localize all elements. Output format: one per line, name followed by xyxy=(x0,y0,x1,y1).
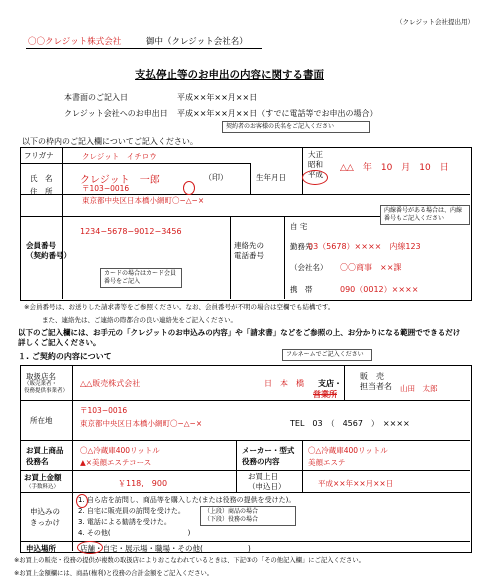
member-value: 1234−5678−9012−3456 xyxy=(80,227,182,236)
callout-card: カードの場合はカード会員番号をご記入 xyxy=(100,268,182,288)
place-value: 店舗・自宅・展示場・職場・その他( ) xyxy=(80,544,251,553)
maker-value-1: 〇△冷蔵庫400リットル xyxy=(308,446,388,455)
place-circle xyxy=(77,541,103,554)
name-value: クレジット 一郎 xyxy=(80,175,160,186)
motive-item: 3. 電話による勧誘を受けた。 xyxy=(78,518,171,526)
callout-goods: （上段）商品の場合 （下段）役務の場合 xyxy=(200,506,296,526)
footnote-2: ※お買上金額欄には、商品(権利)と役務の合計金額をご記入ください。 xyxy=(14,570,214,577)
note-member: ※会員番号は、お送りした請求書等をご参照ください。なお、会員番号が不明の場合は空欄でも結構です。 xyxy=(24,303,335,311)
address-value: 東京都中央区日本橋小網町〇−△−× xyxy=(82,196,205,205)
note-contact: また、連絡先は、ご連絡の際都合の良い連絡先をご記入ください。 xyxy=(42,316,237,324)
company-name: 〇〇クレジット株式会社 xyxy=(28,37,122,47)
location-postal: 〒103−0016 xyxy=(80,406,128,415)
birth-label: 生年月日 xyxy=(256,173,286,182)
amount-sublabel: （手数料込） xyxy=(26,484,60,490)
amount-value: ￥118, 900 xyxy=(118,479,168,488)
entry-date-value: 平成××年××月××日 xyxy=(177,93,258,102)
work-value: 03（5678）×××× 内線123 xyxy=(308,242,421,251)
contact-label: 連絡先の 電話番号 xyxy=(234,241,264,260)
postal-code: 〒103−0016 xyxy=(82,184,130,193)
motive-circle xyxy=(76,494,88,508)
goods-label: お買上商品 役務名 xyxy=(26,446,64,466)
mobile-label: 携 帯 xyxy=(290,285,313,294)
mobile-value: 090（0012）×××× xyxy=(340,285,419,294)
section-title: １. ご契約の内容について xyxy=(18,352,112,361)
request-date-label: クレジット会社へのお申出日 xyxy=(64,109,168,118)
maker-label: メーカー・型式 役務の内容 xyxy=(242,446,295,466)
callout-name: 契約者のお客様の氏名をご記入ください xyxy=(222,121,370,133)
amount-label: お買上金額 xyxy=(24,473,62,482)
era-options: 大正 昭和 平成 xyxy=(308,150,323,179)
instruction-text: 以下のご記入欄には、お手元の「クレジットのお申込みの内容」や「請求書」などをご参照の上、お分かりになる範囲でできるだけ詳しくご記入ください。 xyxy=(18,328,461,347)
motive-label: 申込みの きっかけ xyxy=(30,507,60,527)
goods-value-1: 〇△冷蔵庫400リットル xyxy=(80,446,160,455)
date-label: お買上日 （申込日） xyxy=(248,472,286,491)
onchu-label: 御中（クレジット会社名） xyxy=(146,37,248,47)
section1-intro: 以下の枠内のご記入欄についてご記入ください。 xyxy=(22,137,198,146)
address-label: 住 所 xyxy=(30,187,53,196)
seal-circle xyxy=(183,181,195,195)
callout-fullname: フルネームでご記入ください xyxy=(282,349,372,361)
motive-item: 1. 自ら店を訪問し、商品等を購入した(または役務の提供を受けた)。 xyxy=(78,496,296,504)
branch-label: 支店・ xyxy=(318,379,342,388)
shop-sublabel: （販売業者・ 役務提供事業者） xyxy=(24,381,69,394)
date-value: 平成××年××月××日 xyxy=(318,479,394,488)
furigana-value: クレジット イチロウ xyxy=(82,152,157,161)
request-date-value: 平成××年××月××日（すでに電話等でお申出の場合） xyxy=(177,109,378,118)
footnote-1: ※お買上の販売・役務の提供が複数の取扱店によりおこなわれているときは、下記③の「その他記入欄」にご記入ください。 xyxy=(14,557,365,564)
furigana-label: フリガナ xyxy=(24,151,54,160)
maker-value-2: 美顔エステ xyxy=(308,458,346,467)
birth-value: △△ 年 10 月 10 日 xyxy=(340,163,449,173)
place-label: 申込場所 xyxy=(26,544,56,553)
name-label: 氏 名 xyxy=(30,174,53,183)
shop-label: 取扱店名 xyxy=(26,372,56,381)
rep-label: 販 売 担当者名 xyxy=(360,372,392,391)
goods-value-2: ▲×美顔エステコース xyxy=(80,458,152,467)
branch-value: 日 本 橋 xyxy=(264,379,304,388)
home-label: 自 宅 xyxy=(290,222,308,231)
motive-item: 4. その他( ) xyxy=(78,529,191,537)
callout-naisen: 内線番号がある場合は、内線番号もご記入ください xyxy=(380,205,470,225)
seal-label: （印） xyxy=(204,173,228,182)
era-circle xyxy=(302,170,328,185)
location-tel: TEL 03 （ 4567 ） ×××× xyxy=(290,419,410,428)
rep-value: 山田 太郎 xyxy=(400,384,438,393)
location-label: 所在地 xyxy=(30,416,53,425)
entry-date-label: 本書面のご記入日 xyxy=(64,93,128,102)
corner-note: （クレジット会社提出用） xyxy=(396,18,474,26)
company-label: （会社名） xyxy=(290,263,328,272)
work-label: 勤務先 xyxy=(290,242,313,251)
member-label: 会員番号 （契約番号） xyxy=(26,241,71,260)
location-value: 東京都中央区日本橋小網町〇−△−× xyxy=(80,419,203,428)
document-title: 支払停止等のお申出の内容に関する書面 xyxy=(135,69,324,81)
shop-value: △△販売株式会社 xyxy=(80,379,141,388)
eigyosho-label: 営業所 xyxy=(313,390,337,399)
motive-item: 2. 自宅に販売員の訪問を受けた。 xyxy=(78,507,185,515)
company-value: 〇〇商事 ××課 xyxy=(340,263,402,272)
